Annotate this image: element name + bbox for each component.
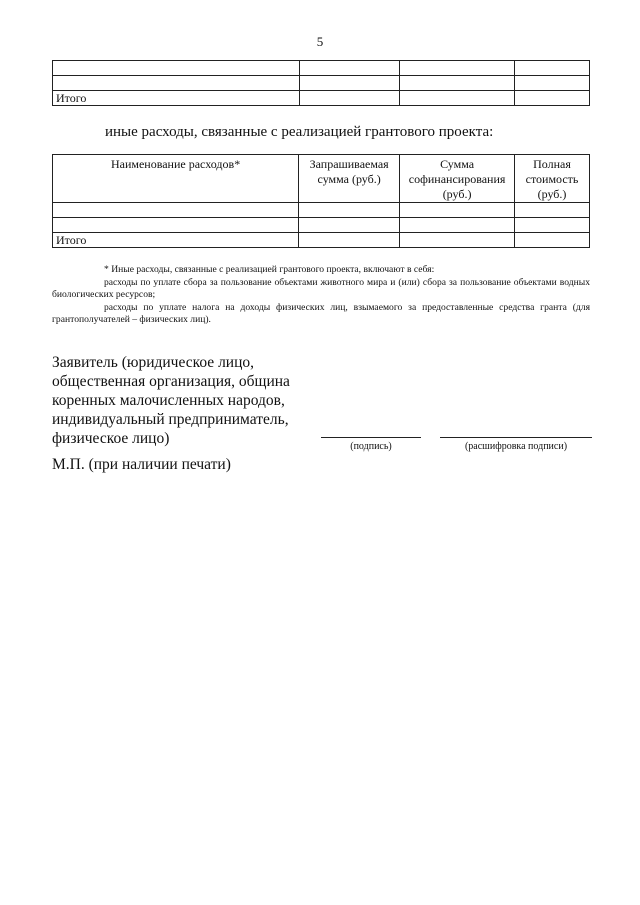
- other-expenses-table: [52, 154, 590, 248]
- table-row: [53, 218, 590, 233]
- table-cell: [299, 233, 400, 248]
- table-row: [53, 61, 590, 76]
- footnote-intro: * Иные расходы, связанные с реализацией грантового проекта, включают в себя:: [104, 264, 435, 275]
- table-cell: [53, 203, 299, 218]
- table-total-row: [53, 91, 590, 106]
- page-number: 5: [316, 34, 324, 49]
- table-row: [53, 203, 590, 218]
- footnote-item: расходы по уплате сбора за пользование объектами животного мира и (или) сбора за пользование объектами водных биологических ресурсов;: [52, 276, 590, 300]
- table-cell: [515, 233, 590, 248]
- total-label: Итого: [53, 233, 299, 248]
- table-total-row: [53, 233, 590, 248]
- table-cell: [400, 218, 515, 233]
- table-cell: [400, 233, 515, 248]
- table-cell: [515, 203, 590, 218]
- table-row: [53, 76, 590, 91]
- signature-decryption-line: [440, 437, 592, 438]
- column-header-cofinancing: Сумма софинансирования (руб.): [400, 155, 515, 203]
- footnote: [52, 264, 590, 327]
- table-cell: [53, 61, 300, 76]
- total-label: Итого: [53, 91, 300, 106]
- column-header-expense-name: Наименование расходов*: [53, 155, 299, 203]
- table-cell: [299, 61, 400, 76]
- table-cell: [53, 76, 300, 91]
- table-cell: [515, 91, 590, 106]
- column-header-requested-amount: Запрашиваемая сумма (руб.): [299, 155, 400, 203]
- footnote-item: расходы по уплате налога на доходы физических лиц, взымаемого за предоставленные средства гранта (для грантополучателей – физических лиц).: [52, 301, 590, 325]
- column-header-total-cost: Полная стоимость (руб.): [515, 155, 590, 203]
- table-cell: [299, 218, 400, 233]
- table-cell: [515, 218, 590, 233]
- signature-line: [321, 437, 421, 438]
- table-cell: [299, 203, 400, 218]
- table-cell: [515, 76, 590, 91]
- section-heading: иные расходы, связанные с реализацией грантового проекта:: [105, 124, 494, 140]
- table-cell: [400, 91, 515, 106]
- table-cell: [299, 76, 400, 91]
- stamp-note: М.П. (при наличии печати): [52, 456, 231, 473]
- table-header-row: [53, 155, 590, 203]
- signature-decryption-caption: (расшифровка подписи): [464, 441, 568, 452]
- expenses-table-continued: [52, 60, 590, 106]
- table-cell: [53, 218, 299, 233]
- table-cell: [400, 76, 515, 91]
- table-cell: [400, 61, 515, 76]
- table-cell: [299, 91, 400, 106]
- signature-caption: (подпись): [350, 441, 392, 452]
- table-cell: [515, 61, 590, 76]
- table-cell: [400, 203, 515, 218]
- applicant-label: Заявитель (юридическое лицо, общественная организация, община коренных малочисленных народов, индивидуальный предприниматель, физическое лицо): [52, 354, 290, 447]
